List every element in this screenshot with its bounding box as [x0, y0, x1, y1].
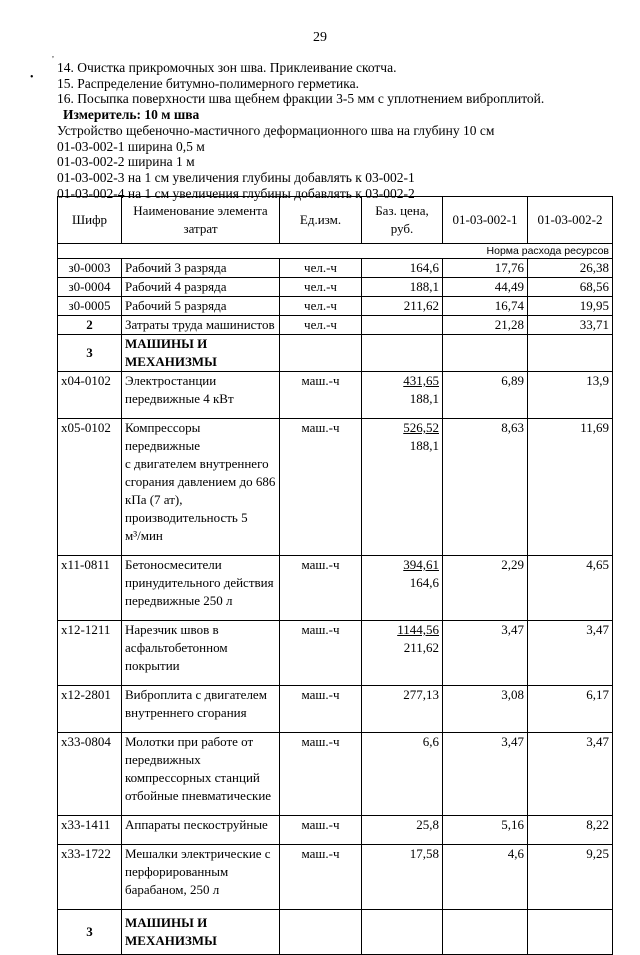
cell-v2: 9,25 [528, 845, 613, 910]
cell-name [122, 621, 280, 686]
machine-section [58, 372, 613, 910]
cell-name-line: Аппараты пескоструйные [125, 817, 268, 832]
labor-section [58, 259, 613, 316]
table-row [58, 278, 613, 297]
cell-name-line: Нарезчик швов в [125, 622, 219, 637]
meter-label: Измеритель: 10 м шва [63, 107, 200, 123]
cell-v1: 6,89 [443, 372, 528, 419]
cell-name-line: с двигателем внутреннего [125, 456, 269, 471]
cell-price: 188,1 [362, 278, 443, 297]
intro-line: 15. Распределение битумно-полимерного герметика. [57, 75, 359, 91]
table-row [58, 297, 613, 316]
cell-code: х33-1411 [58, 816, 122, 845]
header-col1: 01-03-002-1 [443, 197, 528, 244]
table-row [58, 372, 613, 419]
section-name-line: МЕХАНИЗМЫ [125, 354, 217, 369]
section-name [122, 335, 280, 372]
cell-v2: 19,95 [528, 297, 613, 316]
resource-table [57, 196, 613, 955]
table-row [58, 259, 613, 278]
table-row [58, 733, 613, 816]
description-line: Устройство щебеночно-мастичного деформационного шва на глубину 10 см [57, 122, 495, 138]
cell-v2: 3,47 [528, 621, 613, 686]
table-row [58, 845, 613, 910]
table-row [58, 419, 613, 556]
cell-name: Затраты труда машинистов [122, 316, 280, 335]
description-line: 01-03-002-1 ширина 0,5 м [57, 138, 205, 154]
cell-code: з0-0003 [58, 259, 122, 278]
cell-name-line: принудительного действия [125, 575, 274, 590]
machinist-row [58, 316, 613, 335]
cell-name-line: отбойные пневматические [125, 788, 272, 803]
section-name-line: МЕХАНИЗМЫ [125, 933, 217, 948]
header-col2: 01-03-002-2 [528, 197, 613, 244]
table-row [58, 621, 613, 686]
price-value: 394,61 [403, 557, 439, 572]
cell-code: х05-0102 [58, 419, 122, 556]
cell-name-line: Молотки при работе от [125, 734, 254, 749]
cell-name-line: м³/мин [125, 528, 163, 543]
cell-code: х12-1211 [58, 621, 122, 686]
cell-name-line: передвижные 4 кВт [125, 391, 234, 406]
cell-name-line: Мешалки электрические с [125, 846, 271, 861]
cell-name-line: Компрессоры передвижные [125, 420, 201, 453]
header-name: Наименование элемента затрат [122, 197, 280, 244]
cell-name [122, 816, 280, 845]
cell-price [362, 419, 443, 556]
cell-code: х33-0804 [58, 733, 122, 816]
cell-v2: 3,47 [528, 733, 613, 816]
description-line: 01-03-002-4 на 1 см увеличения глубины добавлять к 03-002-2 [57, 185, 415, 201]
table-row [58, 686, 613, 733]
cell-name-line: передвижных [125, 752, 201, 767]
table-header-row [58, 197, 613, 244]
cell-unit: маш.-ч [280, 845, 362, 910]
cell-v1: 3,47 [443, 733, 528, 816]
cell-price: 211,62 [362, 297, 443, 316]
cell-name-line: барабаном, 250 л [125, 882, 220, 897]
cell-name-line: внутреннего сгорания [125, 705, 247, 720]
cell-code: з0-0005 [58, 297, 122, 316]
cell-name [122, 733, 280, 816]
cell-name [122, 556, 280, 621]
cell-unit: маш.-ч [280, 621, 362, 686]
cell-code: 2 [58, 316, 122, 335]
cell-v2: 6,17 [528, 686, 613, 733]
cell-name-line: Электростанции [125, 373, 217, 388]
cell-v1: 3,47 [443, 621, 528, 686]
cell-unit: маш.-ч [280, 816, 362, 845]
cell-price [362, 556, 443, 621]
cell-name: Рабочий 4 разряда [122, 278, 280, 297]
section-code: 3 [58, 910, 122, 955]
cell-v1: 44,49 [443, 278, 528, 297]
cell-unit: маш.-ч [280, 419, 362, 556]
intro-text [57, 60, 617, 201]
cell-unit: маш.-ч [280, 372, 362, 419]
price-value: 25,8 [416, 817, 439, 832]
norm-label: Норма расхода ресурсов [58, 244, 613, 259]
price-value: 1144,56 [397, 622, 439, 637]
section-name-line: МАШИНЫ И [125, 915, 208, 930]
cell-code: х11-0811 [58, 556, 122, 621]
cell-name-line: покрытии [125, 658, 180, 673]
cell-code: х12-2801 [58, 686, 122, 733]
cell-name [122, 372, 280, 419]
section-name-line: МАШИНЫ И [125, 336, 208, 351]
cell-v1: 4,6 [443, 845, 528, 910]
intro-line: 14. Очистка прикромочных зон шва. Приклеивание скотча. [57, 60, 397, 75]
cell-code: х04-0102 [58, 372, 122, 419]
cell-v1: 17,76 [443, 259, 528, 278]
description-line: 01-03-002-3 на 1 см увеличения глубины добавлять к 03-002-1 [57, 169, 415, 185]
cell-unit: маш.-ч [280, 733, 362, 816]
price-secondary: 211,62 [403, 640, 439, 655]
cell-name-line: перфорированным [125, 864, 229, 879]
cell-name [122, 686, 280, 733]
header-unit: Ед.изм. [280, 197, 362, 244]
scan-mark: , [52, 50, 54, 59]
header-price: Баз. цена, руб. [362, 197, 443, 244]
description-line: 01-03-002-2 ширина 1 м [57, 154, 195, 170]
cell-code: х33-1722 [58, 845, 122, 910]
intro-line: 16. Посыпка поверхности шва щебнем фракции 3-5 мм с уплотнением виброплитой. [57, 91, 545, 107]
table-row [58, 556, 613, 621]
cell-unit: чел.-ч [280, 278, 362, 297]
cell-v2: 68,56 [528, 278, 613, 297]
cell-name-line: компрессорных станций [125, 770, 260, 785]
cell-v2: 11,69 [528, 419, 613, 556]
section-name [122, 910, 280, 955]
price-value: 431,65 [403, 373, 439, 388]
price-value: 6,6 [422, 734, 439, 749]
cell-v1: 5,16 [443, 816, 528, 845]
section-header-row [58, 335, 613, 372]
table-row [58, 816, 613, 845]
price-secondary: 188,1 [409, 391, 439, 406]
cell-price [362, 816, 443, 845]
cell-name-line: Виброплита с двигателем [125, 687, 267, 702]
section-header-row-repeat [58, 910, 613, 955]
header-code: Шифр [58, 197, 122, 244]
price-value: 277,13 [403, 687, 439, 702]
cell-price [362, 733, 443, 816]
cell-v1: 21,28 [443, 316, 528, 335]
cell-v2: 13,9 [528, 372, 613, 419]
cell-unit: чел.-ч [280, 297, 362, 316]
cell-name-line: кПа (7 ат), [125, 492, 183, 507]
cell-price [362, 686, 443, 733]
page-number: 29 [313, 30, 327, 45]
price-value: 526,52 [403, 420, 439, 435]
scan-dot: • [30, 72, 34, 83]
cell-price [362, 372, 443, 419]
cell-v2: 4,65 [528, 556, 613, 621]
cell-name [122, 419, 280, 556]
cell-v2: 8,22 [528, 816, 613, 845]
cell-unit: чел.-ч [280, 316, 362, 335]
cell-v1: 16,74 [443, 297, 528, 316]
cell-name: Рабочий 5 разряда [122, 297, 280, 316]
cell-name-line: асфальтобетонном [125, 640, 228, 655]
cell-name-line: сгорания давлением до 686 [125, 474, 276, 489]
cell-unit: чел.-ч [280, 259, 362, 278]
cell-name-line: производительность 5 [125, 510, 248, 525]
cell-unit: маш.-ч [280, 686, 362, 733]
cell-name-line: Бетоносмесители [125, 557, 222, 572]
cell-v1: 3,08 [443, 686, 528, 733]
cell-v2: 26,38 [528, 259, 613, 278]
cell-code: з0-0004 [58, 278, 122, 297]
section-code: 3 [58, 335, 122, 372]
cell-name: Рабочий 3 разряда [122, 259, 280, 278]
cell-name [122, 845, 280, 910]
cell-unit: маш.-ч [280, 556, 362, 621]
cell-v1: 8,63 [443, 419, 528, 556]
cell-price [362, 316, 443, 335]
price-secondary: 188,1 [409, 438, 439, 453]
cell-price [362, 845, 443, 910]
cell-price: 164,6 [362, 259, 443, 278]
price-value: 17,58 [409, 846, 439, 861]
norm-row [58, 244, 613, 259]
cell-v2: 33,71 [528, 316, 613, 335]
price-secondary: 164,6 [409, 575, 439, 590]
cell-price [362, 621, 443, 686]
cell-v1: 2,29 [443, 556, 528, 621]
cell-name-line: передвижные 250 л [125, 593, 233, 608]
